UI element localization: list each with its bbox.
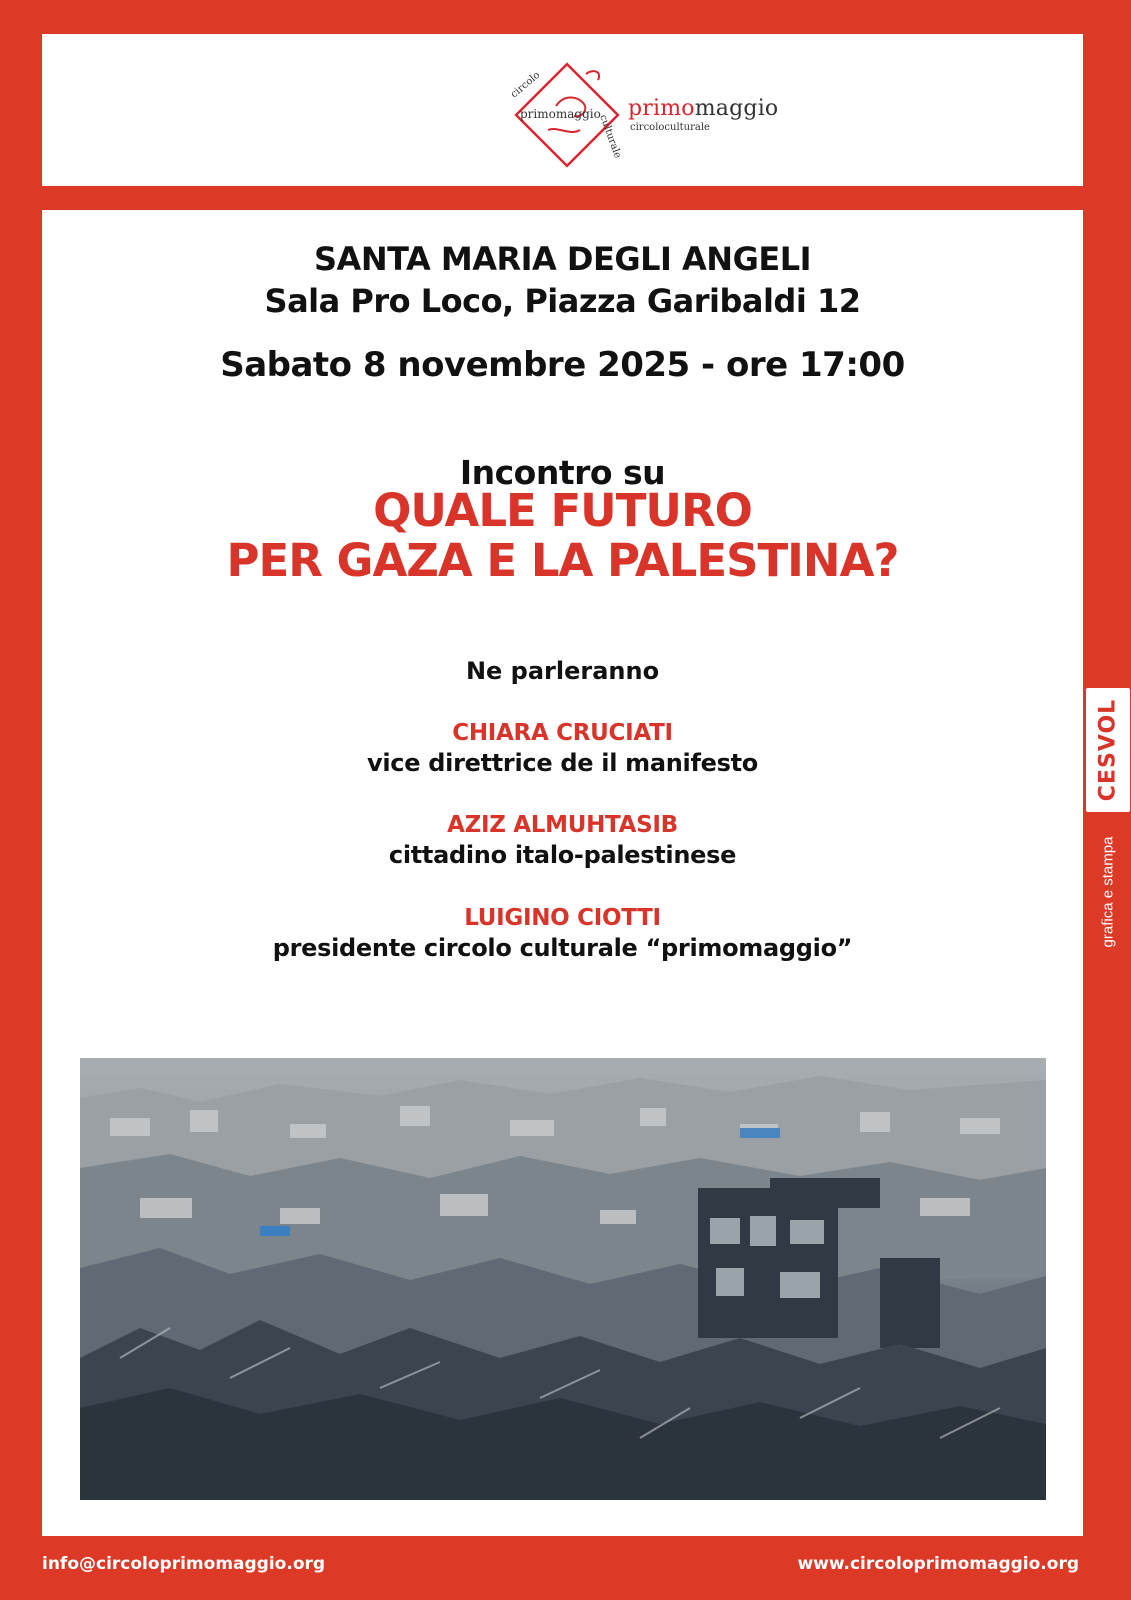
destroyed-buildings-photo (80, 1058, 1046, 1500)
venue-town: SANTA MARIA DEGLI ANGELI (314, 240, 811, 278)
speaker-item (42, 718, 1083, 778)
speaker-role: presidente circolo culturale “primomaggio” (272, 934, 853, 962)
event-title-line1: QUALE FUTURO (373, 484, 752, 537)
speaker-role: cittadino italo-palestinese (388, 841, 737, 869)
circolo-primomaggio-logo (508, 56, 788, 174)
speaker-name: AZIZ ALMUHTASIB (447, 812, 678, 838)
speaker-name: CHIARA CRUCIATI (452, 720, 673, 746)
venue-address: Sala Pro Loco, Piazza Garibaldi 12 (264, 282, 861, 320)
svg-text:culturale: culturale (597, 113, 624, 160)
speaker-item (42, 903, 1083, 963)
logo-word-red: primo (628, 96, 695, 121)
cesvol-badge (1086, 688, 1130, 812)
speaker-role: vice direttrice de il manifesto (367, 749, 758, 777)
event-title (42, 486, 1083, 586)
logo-mark-icon (508, 56, 626, 174)
logo-wordmark (628, 96, 778, 121)
event-datetime: Sabato 8 novembre 2025 - ore 17:00 (220, 345, 905, 385)
svg-text:primomaggio: primomaggio (520, 107, 601, 121)
footer-website[interactable]: www.circoloprimomaggio.org (797, 1554, 1079, 1574)
venue-block (42, 238, 1083, 322)
svg-text:circolo: circolo (508, 69, 543, 101)
cesvol-badge-text: CESVOL (1095, 698, 1121, 802)
logo-subtitle: circoloculturale (630, 122, 710, 133)
speaker-item (42, 810, 1083, 870)
event-title-line2: PER GAZA E LA PALESTINA? (226, 534, 899, 587)
speaker-name: LUIGINO CIOTTI (464, 905, 661, 931)
event-intro: Incontro su (459, 453, 666, 492)
print-credit (1096, 822, 1120, 962)
rubble-landscape-illustration (80, 1058, 1046, 1500)
print-credit-text: grafica e stampa (1099, 836, 1117, 948)
footer-email[interactable]: info@circoloprimomaggio.org (42, 1554, 326, 1574)
logo-word-dark: maggio (694, 96, 779, 121)
speakers-heading: Ne parleranno (465, 657, 660, 685)
